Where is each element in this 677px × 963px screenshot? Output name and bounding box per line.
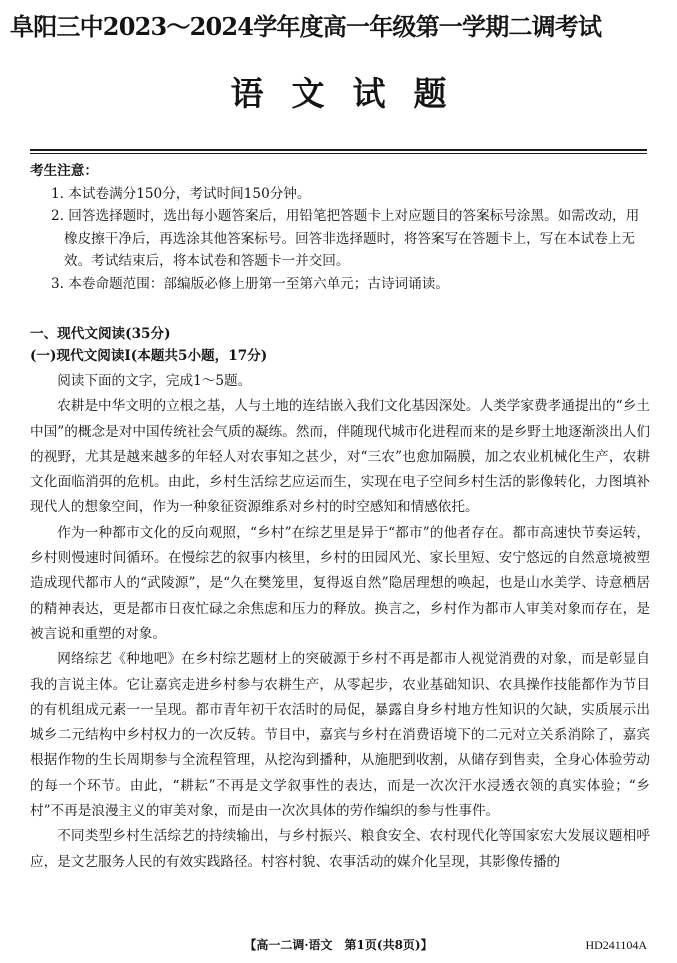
subject-title: 语文试题 — [230, 74, 475, 113]
notice-heading: 考生注意： — [30, 163, 98, 179]
passage-paragraph: 不同类型乡村生活综艺的持续输出，与乡村振兴、粮食安全、农村现代化等国家宏大发展议题相呼应，是文艺服务人民的有效实践路径。村容村貌、农事活动的媒介化呈现，其影像传播的 — [30, 828, 650, 870]
exam-title: 阜阳三中2023～2024学年度高一年级第一学期二调考试 — [10, 12, 602, 41]
notice-item: 2. 回答选择题时，选出每小题答案后，用铅笔把答题卡上对应题目的答案标号涂黑。如需改动，用橡皮擦干净后，再选涂其他答案标号。回答非选择题时，将答案写在答题卡上，写在本试卷上无效。考试结束后，将本试卷和答题卡一并交回。 — [51, 208, 640, 269]
notice-item: 1. 本试卷满分150分，考试时间150分钟。 — [51, 185, 311, 202]
passage-paragraph: 作为一种都市文化的反向观照，“乡村”在综艺里是异于“都市”的他者存在。都市高速快节奏运转，乡村则慢速时间循环。在慢综艺的叙事内核里，乡村的田园风光、家长里短、安宁悠远的自然意境被塑造成现代都市人的“武陵源”，是“久在樊笼里，复得返自然”隐居理想的唤起，也是山水美学、诗意栖居的精神表达，更是都市日夜忙碌之余焦虑和压力的释放。换言之，乡村作为都市人审美对象而存在，是被言说和重塑的对象。 — [30, 524, 650, 642]
divider-thin — [30, 153, 647, 154]
footer-code: HD241104A — [585, 938, 647, 952]
candidate-notice — [30, 160, 650, 295]
notice-item: 3. 本卷命题范围：部编版必修上册第一至第六单元；古诗词诵读。 — [51, 275, 449, 292]
instruction-paragraph: 阅读下面的文字，完成1～5题。 — [57, 373, 252, 389]
subsection-heading: (一)现代文阅读Ⅰ(本题共5小题，17分) — [30, 348, 268, 364]
footer-page-info: 【高一二调·语文 第1页(共8页)】 — [244, 938, 433, 952]
passage-paragraph: 网络综艺《种地吧》在乡村综艺题材上的突破源于乡村不再是都市人视觉消费的对象，而是彰显自我的言说主体。它让嘉宾走进乡村参与农耕生产，从零起步，农业基础知识、农具操作技能都作为节目的有机组成元素一一呈现。都市青年初干农活时的局促，暴露自身乡村地方性知识的欠缺，实质展示出城乡二元结构中乡村权力的一次反转。节目中，嘉宾与乡村在消费语境下的二元对立关系消除了，嘉宾根据作物的生长周期参与全流程管理，从挖沟到播种，从施肥到收割，从储存到售卖，全身心体验劳动的每一个环节。由此，“耕耘”不再是文学叙事性的表达，而是一次次汗水浸透衣领的真实体验；“乡村”不再是浪漫主义的审美对象，而是由一次次具体的劳作编织的参与性事件。 — [30, 651, 650, 820]
divider-thick — [30, 149, 647, 151]
section-heading: 一、现代文阅读(35分) — [30, 326, 171, 342]
reading-passage — [30, 369, 650, 875]
passage-paragraph: 农耕是中华文明的立根之基，人与土地的连结嵌入我们文化基因深处。人类学家费孝通提出的“乡土中国”的概念是对中国传统社会气质的凝练。然而，伴随现代城市化进程而来的是乡野土地逐渐淡出人们的视野，尤其是越来越多的年轻人对农事知之甚少，对“三农”也愈加隔膜，加之农业机械化生产，农耕文化面临消弭的危机。由此，乡村生活综艺应运而生，实现在电子空间乡村生活的影像转化，力图填补现代人的想象空间，作为一种象征资源维系对乡村的时空感知和情感依托。 — [30, 398, 650, 516]
page-footer — [0, 934, 677, 956]
